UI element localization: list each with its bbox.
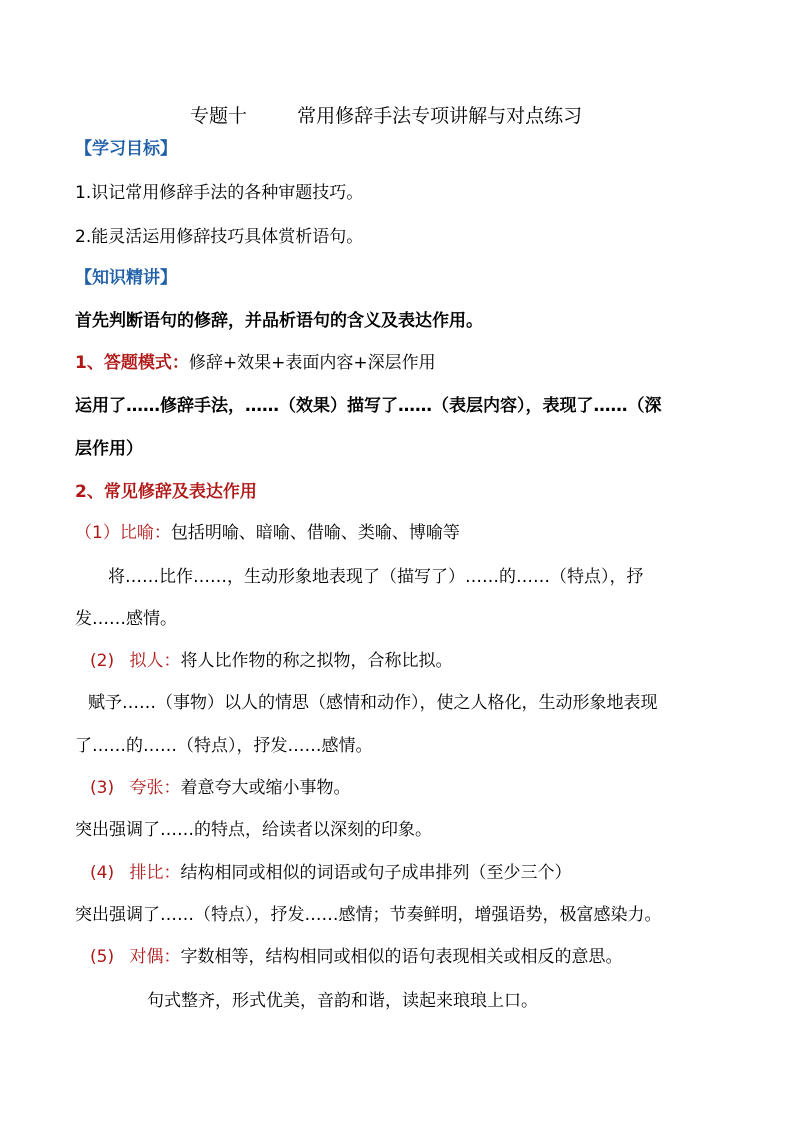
antithesis-text: 字数相等，结构相同或相似的语句表现相关或相反的意思。: [180, 947, 623, 967]
hyperbole-number: (3): [90, 778, 115, 798]
hyperbole-line: [90, 776, 351, 800]
goal-item-1: 1.识记常用修辞手法的各种审题技巧。: [75, 183, 364, 203]
pattern-explain-line-1: 运用了……修辞手法，……（效果）描写了……（表层内容），表现了……（深: [75, 396, 662, 416]
personification-explain-line-1: 赋予……（事物）以人的情思（感情和动作），使之人格化，生动形象地表现: [88, 693, 658, 713]
antithesis-line: [90, 945, 623, 969]
metaphor-explain-line-1: 将……比作……，生动形象地表现了（描写了）……的……（特点），抒: [108, 567, 644, 587]
antithesis-explain-line: 句式整齐，形式优美，音韵和谐，读起来琅琅上口。: [147, 991, 538, 1011]
antithesis-number: (5): [90, 947, 115, 967]
hyperbole-explain-line: 突出强调了……的特点，给读者以深刻的印象。: [75, 820, 432, 840]
metaphor-explain-line-2: 发……感情。: [75, 609, 177, 629]
parallelism-explain-line: 突出强调了……（特点），抒发……感情；节奏鲜明，增强语势，极富感染力。: [75, 905, 662, 925]
parallelism-number: (4): [90, 863, 115, 883]
parallelism-line: [90, 861, 572, 885]
antithesis-label: 对偶：: [129, 947, 181, 967]
pattern-explain-line-2: 层作用）: [75, 439, 143, 459]
title-number: 专题十: [190, 105, 248, 127]
parallelism-text: 结构相同或相似的词语或句子成串排列（至少三个）: [180, 863, 572, 883]
metaphor-text: 包括明喻、暗喻、借喻、类喻、博喻等: [170, 523, 460, 543]
metaphor-line: [75, 521, 460, 545]
personification-line: [90, 649, 453, 673]
metaphor-label: （1）比喻：: [75, 523, 171, 543]
section-knowledge: 【知识精讲】: [75, 268, 177, 288]
hyperbole-label: 夸张：: [129, 778, 181, 798]
personification-text: 将人比作物的称之拟物，合称比拟。: [180, 651, 453, 671]
intro-text: 首先判断语句的修辞，并品析语句的含义及表达作用。: [75, 311, 483, 331]
parallelism-label: 排比：: [129, 863, 181, 883]
section-learning-goals: 【学习目标】: [75, 139, 177, 159]
answer-pattern-text: 修辞+效果+表面内容+深层作用: [188, 353, 436, 373]
answer-pattern-line: [75, 351, 436, 375]
personification-number: (2): [90, 651, 115, 671]
page-title: [190, 104, 582, 128]
personification-label: 拟人：: [129, 651, 181, 671]
common-rhetoric-heading: 2、常见修辞及表达作用: [75, 482, 257, 502]
title-main: 常用修辞手法专项讲解与对点练习: [297, 105, 583, 127]
personification-explain-line-2: 了……的……（特点），抒发……感情。: [75, 736, 373, 756]
hyperbole-text: 着意夸大或缩小事物。: [180, 778, 351, 798]
answer-pattern-label: 1、答题模式：: [75, 353, 189, 373]
goal-item-2: 2.能灵活运用修辞技巧具体赏析语句。: [75, 227, 364, 247]
